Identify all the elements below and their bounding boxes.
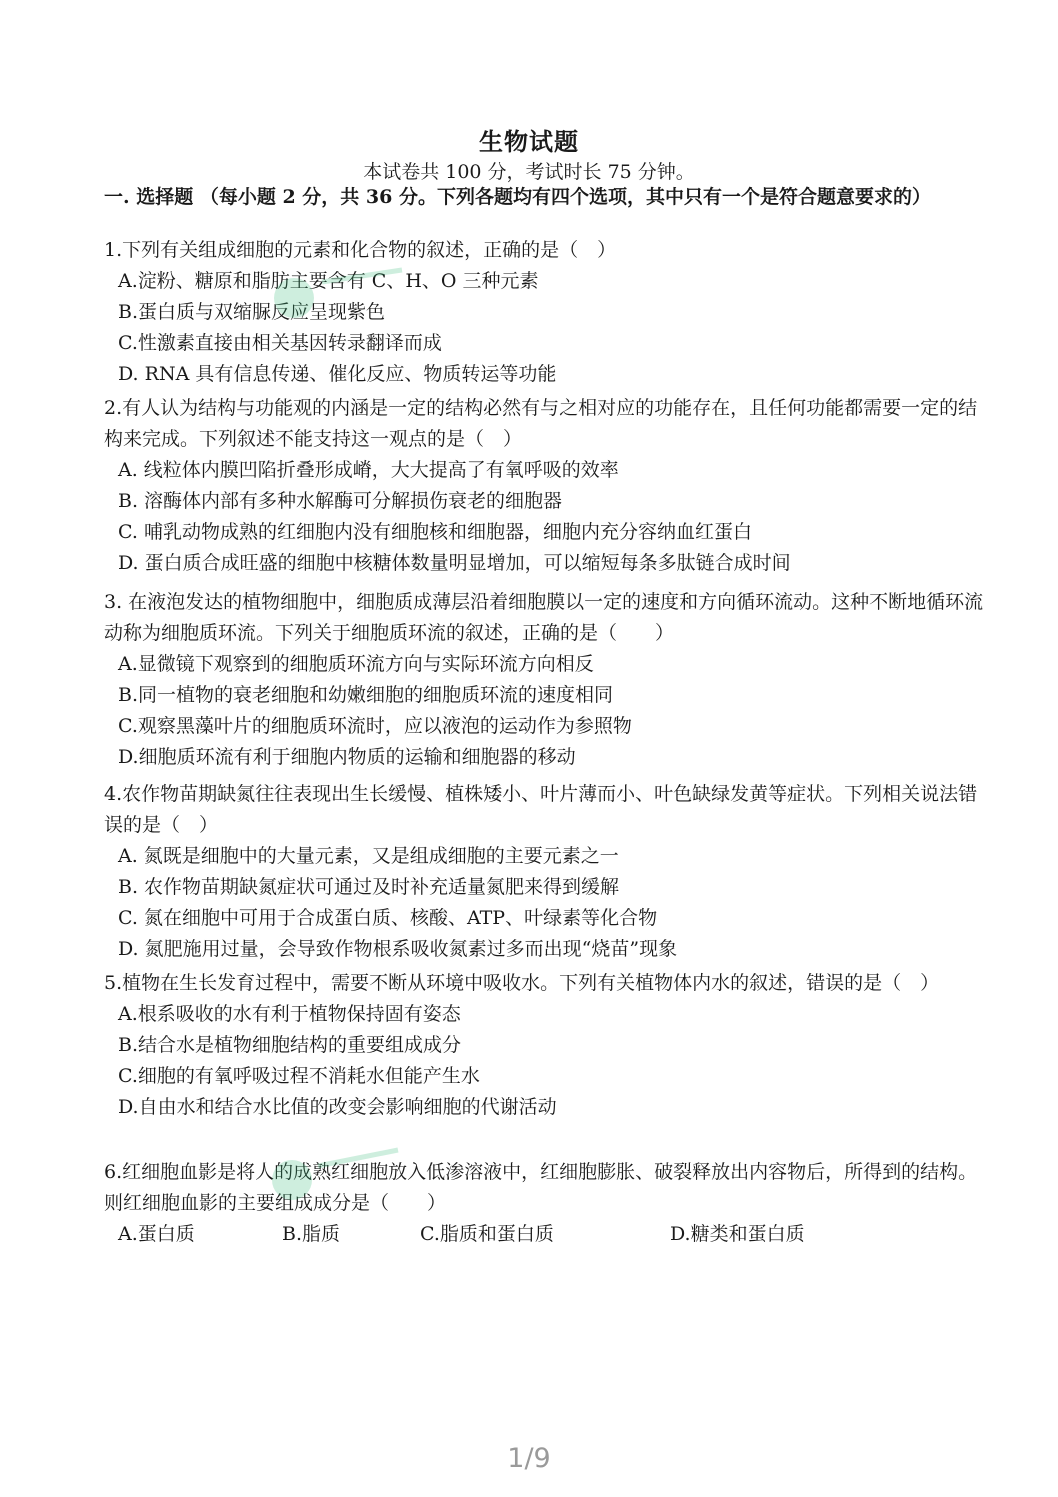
option-c: C.脂质和蛋白质 [420,1223,554,1245]
option-d: D.自由水和结合水比值的改变会影响细胞的代谢活动 [118,1096,557,1118]
option-d: D. RNA 具有信息传递、催化反应、物质转运等功能 [118,363,557,385]
question-stem: 1.下列有关组成细胞的元素和化合物的叙述，正确的是（ ） [104,239,617,261]
option-a: A. 线粒体内膜凹陷折叠形成嵴，大大提高了有氧呼吸的效率 [118,459,619,481]
option-c: C. 哺乳动物成熟的红细胞内没有细胞核和细胞器，细胞内充分容纳血红蛋白 [118,521,752,543]
option-c: C.细胞的有氧呼吸过程不消耗水但能产生水 [118,1065,480,1087]
question-stem: 2.有人认为结构与功能观的内涵是一定的结构必然有与之相对应的功能存在，且任何功能都需要一定的结构来完成。下列叙述不能支持这一观点的是（ ） [104,397,978,450]
option-d: D.糖类和蛋白质 [670,1223,805,1245]
option-b: B.结合水是植物细胞结构的重要组成成分 [118,1034,462,1056]
question-3 [104,587,984,773]
watermark-logo-icon [262,262,412,332]
option-a: A.根系吸收的水有利于植物保持固有姿态 [118,1003,461,1025]
question-stem: 5.植物在生长发育过程中，需要不断从环境中吸收水。下列有关植物体内水的叙述，错误的是（ ） [104,972,940,994]
option-a: A.蛋白质 [118,1223,195,1245]
option-c: C.性激素直接由相关基因转录翻译而成 [118,332,442,354]
question-4 [104,779,984,965]
question-stem: 6.红细胞血影是将人的成熟红细胞放入低渗溶液中，红细胞膨胀、破裂释放出内容物后，所得到的结构。则红细胞血影的主要组成成分是（ ） [104,1161,978,1214]
watermark-logo-icon [258,1130,408,1210]
option-a: A.淀粉、糖原和脂肪主要含有 C、H、O 三种元素 [118,270,539,292]
exam-info: 本试卷共 100 分，考试时长 75 分钟。 [363,161,695,183]
question-stem: 3. 在液泡发达的植物细胞中，细胞质成薄层沿着细胞膜以一定的速度和方向循环流动。这种不断地循环流动称为细胞质环流。下列关于细胞质环流的叙述，正确的是（ ） [104,591,984,644]
option-a: A.显微镜下观察到的细胞质环流方向与实际环流方向相反 [118,653,594,675]
option-d: D.细胞质环流有利于细胞内物质的运输和细胞器的移动 [118,746,576,768]
option-b: B.脂质 [282,1223,341,1245]
option-a: A. 氮既是细胞中的大量元素，又是组成细胞的主要元素之一 [118,845,619,867]
option-c: C.观察黑藻叶片的细胞质环流时，应以液泡的运动作为参照物 [118,715,632,737]
page-indicator: 1/9 [507,1443,551,1474]
option-b: B. 农作物苗期缺氮症状可通过及时补充适量氮肥来得到缓解 [118,876,620,898]
question-6 [104,1157,984,1250]
option-b: B. 溶酶体内部有多种水解酶可分解损伤衰老的细胞器 [118,490,563,512]
options-row [104,1219,984,1250]
option-d: D. 蛋白质合成旺盛的细胞中核糖体数量明显增加，可以缩短每条多肽链合成时间 [118,552,791,574]
question-stem: 4.农作物苗期缺氮往往表现出生长缓慢、植株矮小、叶片薄而小、叶色缺绿发黄等症状。下列相关说法错误的是（ ） [104,783,978,836]
question-2 [104,393,984,579]
option-c: C. 氮在细胞中可用于合成蛋白质、核酸、ATP、叶绿素等化合物 [118,907,658,929]
question-1 [104,235,984,390]
option-b: B.同一植物的衰老细胞和幼嫩细胞的细胞质环流的速度相同 [118,684,614,706]
question-5 [104,968,984,1123]
page-title: 生物试题 [479,127,579,156]
section-heading: 一. 选择题 （每小题 2 分，共 36 分。下列各题均有四个选项，其中只有一个是符合题意要求的） [104,186,931,208]
option-d: D. 氮肥施用过量，会导致作物根系吸收氮素过多而出现“烧苗”现象 [118,938,678,960]
option-b: B.蛋白质与双缩脲反应呈现紫色 [118,301,386,323]
